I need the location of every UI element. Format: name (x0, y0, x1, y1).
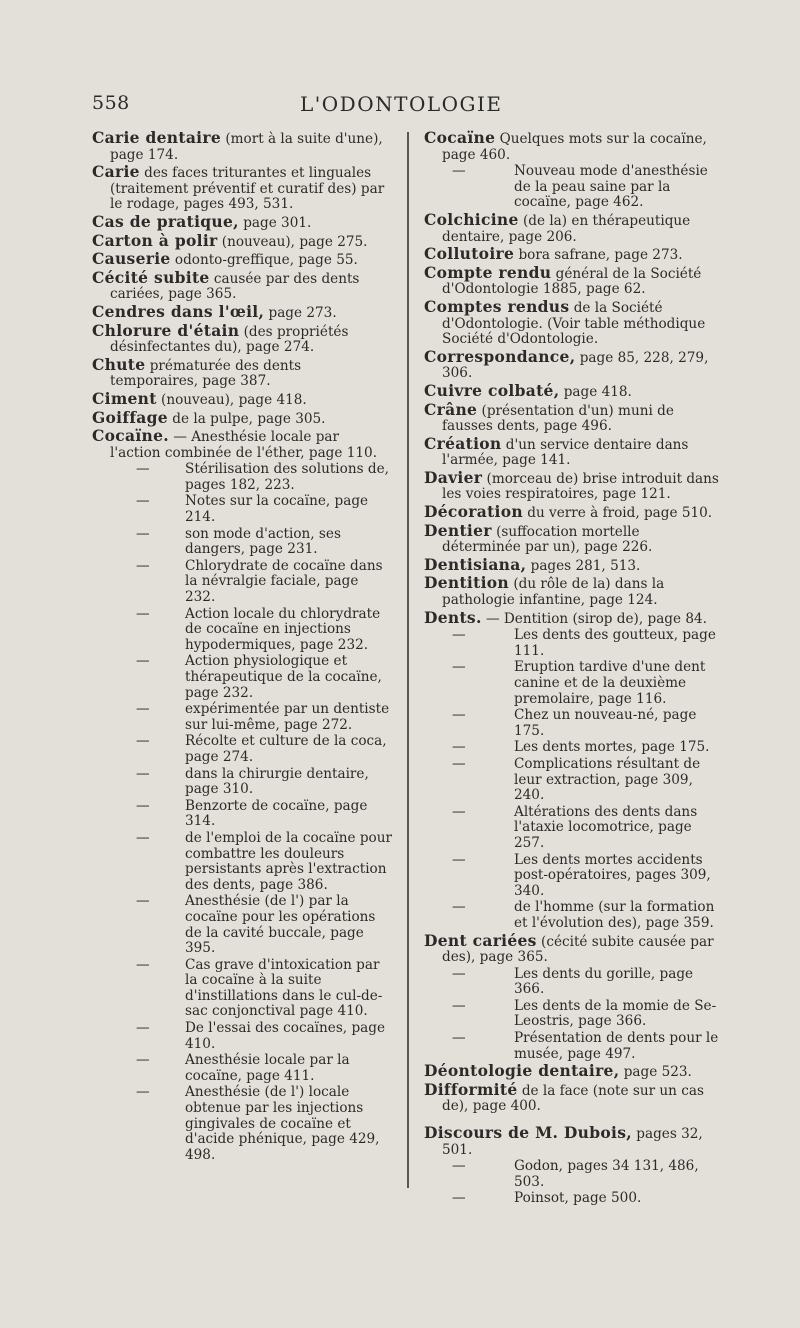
entry-text: de la face (note sur un cas de), page 400. (442, 1082, 704, 1115)
dash-marker: — (452, 739, 466, 756)
entry-headword: Carton à polir (92, 230, 218, 250)
entry-headword: Discours de M. Dubois, (424, 1123, 632, 1143)
dash-marker: — (452, 707, 466, 724)
entry-headword: Cuivre colbaté, (424, 380, 560, 400)
entry-text: page 273. (268, 304, 337, 321)
right-column (424, 130, 720, 1208)
index-entry (92, 354, 392, 390)
index-entry (424, 930, 720, 966)
entry-headword: Dentition (424, 573, 509, 593)
sub-entry (92, 559, 392, 606)
index-entry (92, 267, 392, 303)
sub-entry (92, 767, 392, 798)
sub-entry (92, 831, 392, 893)
index-entry (92, 320, 392, 356)
index-entry (424, 209, 720, 245)
dash-marker: — (136, 1052, 150, 1069)
dash-marker: — (136, 893, 150, 910)
entry-headword: Crâne (424, 399, 478, 419)
entry-headword: Difformité (424, 1079, 518, 1099)
dash-marker: — (136, 701, 150, 718)
index-entry (92, 407, 392, 428)
index-entry (424, 380, 720, 401)
entry-text: (suffocation mortelle déterminée par un), page 226. (442, 523, 653, 556)
sub-entry (424, 1159, 720, 1190)
sub-entry-text: Anesthésie locale par la cocaïne, page 411. (185, 1052, 350, 1084)
dash-marker: — (136, 765, 150, 782)
sub-entry (92, 702, 392, 733)
entry-text: — Dentition (sirop de), page 84. (485, 610, 707, 627)
sub-entry-text: Action locale du chlorydrate de cocaïne en injections hypodermiques, page 232. (185, 605, 381, 653)
sub-entry (424, 967, 720, 998)
sub-entry (424, 164, 720, 211)
entry-text: pages 32, 501. (442, 1126, 703, 1158)
index-entry (424, 246, 720, 264)
index-entry (424, 467, 720, 503)
index-entry (424, 399, 720, 435)
entry-text: Quelques mots sur la cocaïne, page 460. (442, 131, 707, 163)
entry-headword: Causerie (92, 249, 171, 269)
left-column (92, 130, 392, 1164)
index-entry (424, 607, 720, 628)
sub-entry (424, 740, 720, 756)
entry-headword: Cendres dans l'œil, (92, 301, 265, 321)
index-entry (424, 1063, 720, 1081)
entry-text: d'un service dentaire dans l'armée, page 141. (442, 436, 689, 469)
index-entry (424, 433, 720, 469)
entry-headword: Colchicine (424, 209, 519, 229)
dash-marker: — (136, 653, 150, 670)
entry-text: prématurée des dents temporaires, page 387. (110, 357, 302, 390)
sub-entry-text: de l'homme (sur la formation et l'évolution des), page 359. (514, 899, 715, 931)
dash-marker: — (136, 461, 150, 478)
sub-entry-text: De l'essai des cocaïnes, page 410. (185, 1020, 385, 1052)
entry-text: (présentation d'un) muni de fausses dents, page 496. (442, 402, 674, 435)
dash-marker: — (452, 997, 466, 1014)
index-entry (424, 520, 720, 556)
entry-headword: Décoration (424, 502, 523, 522)
sub-entry (92, 527, 392, 558)
sub-entry (92, 958, 392, 1020)
index-entry (424, 554, 720, 575)
entry-headword: Dentier (424, 520, 492, 540)
entry-headword: Chlorure d'étain (92, 320, 240, 340)
sub-entry-text: Anesthésie (de l') locale obtenue par les injections gingivales de cocaïne et d'acide phénique, page 429, 498. (185, 1084, 380, 1163)
dash-marker: — (136, 797, 150, 814)
page-header (0, 92, 800, 122)
dash-marker: — (452, 1190, 466, 1207)
entry-headword: Dentisiana, (424, 554, 527, 574)
entry-headword: Déontologie dentaire, (424, 1061, 620, 1081)
dash-marker: — (452, 899, 466, 916)
dash-marker: — (452, 627, 466, 644)
entry-text: général de la Société d'Odontologie 1885, page 62. (442, 265, 702, 298)
sub-entry (92, 799, 392, 830)
sub-entry (92, 494, 392, 525)
sub-entry-text: Présentation de dents pour le musée, page 497. (514, 1030, 719, 1062)
index-entry (92, 301, 392, 322)
entry-text: — Anesthésie locale par l'action combinée de l'éther, page 110. (110, 429, 378, 461)
running-title: L'ODONTOLOGIE (300, 92, 503, 116)
sub-entry-text: Anesthésie (de l') par la cocaïne pour les opérations de la cavité buccale, page 395. (185, 893, 376, 957)
index-entry (424, 130, 720, 163)
entry-headword: Cas de pratique, (92, 211, 239, 231)
sub-entry-text: Eruption tardive d'une dent canine et de la deuxième premolaire, page 116. (514, 659, 706, 707)
sub-entry-text: Notes sur la cocaïne, page 214. (185, 493, 369, 526)
sub-entry (424, 1191, 720, 1207)
sub-entry-text: Les dents des goutteux, page 111. (514, 627, 716, 659)
entry-text: bora safrane, page 273. (518, 247, 683, 264)
sub-entry-text: Chez un nouveau-né, page 175. (514, 707, 697, 739)
entry-text: (nouveau), page 418. (161, 391, 307, 408)
entry-headword: Davier (424, 467, 483, 487)
sub-entry (92, 1021, 392, 1052)
sub-entry-text: Benzorte de cocaïne, page 314. (185, 797, 368, 830)
entry-text: odonto-greffique, page 55. (174, 252, 358, 269)
dash-marker: — (136, 557, 150, 574)
entry-text: page 523. (623, 1064, 692, 1081)
entry-text: pages 281, 513. (530, 557, 641, 574)
dash-marker: — (452, 659, 466, 676)
index-entry (92, 211, 392, 232)
index-entry (92, 251, 392, 269)
entry-headword: Chute (92, 354, 146, 374)
dash-marker: — (452, 1030, 466, 1047)
entry-text: du verre à froid, page 510. (527, 505, 713, 522)
sub-entry (92, 462, 392, 493)
sub-entry-text: Chlorydrate de cocaïne dans la névralgie faciale, page 232. (185, 557, 383, 606)
sub-entry-text: son mode d'action, ses dangers, page 231. (185, 525, 341, 558)
entry-headword: Ciment (92, 388, 157, 408)
entry-text: (morceau de) brise introduit dans les voies respiratoires, page 121. (442, 470, 719, 503)
sub-entry (424, 999, 720, 1030)
sub-entry-text: Godon, pages 34 131, 486, 503. (514, 1158, 699, 1190)
entry-headword: Dent cariées (424, 930, 537, 950)
entry-text: (mort à la suite d'une), page 174. (110, 131, 383, 163)
entry-headword: Création (424, 433, 502, 453)
index-entry (424, 1125, 720, 1158)
entry-headword: Collutoire (424, 244, 515, 264)
sub-entry (92, 1053, 392, 1084)
entry-headword: Goiffage (92, 407, 168, 427)
dash-marker: — (136, 525, 150, 542)
entry-headword: Cécité subite (92, 267, 210, 287)
dash-marker: — (452, 163, 466, 180)
sub-entry (92, 654, 392, 701)
dash-marker: — (452, 1158, 466, 1175)
sub-entry-text: Action physiologique et thérapeutique de la cocaïne, page 232. (185, 653, 382, 701)
entry-headword: Carie dentaire (92, 128, 221, 147)
sub-entry-text: Nouveau mode d'anesthésie de la peau saine par la cocaïne, page 462. (514, 163, 708, 211)
dash-marker: — (136, 733, 150, 750)
index-entry (92, 230, 392, 251)
sub-entry-text: Les dents de la momie de Se-Leostris, page 366. (514, 997, 717, 1030)
entry-headword: Cocaïne. (92, 426, 169, 446)
dash-marker: — (452, 965, 466, 982)
sub-entry (424, 757, 720, 804)
sub-entry-text: Les dents mortes accidents post-opératoires, pages 309, 340. (514, 851, 711, 899)
entry-headword: Comptes rendus (424, 296, 570, 316)
index-entry (424, 346, 720, 382)
dash-marker: — (136, 493, 150, 510)
sub-entry-text: expérimentée par un dentiste sur lui-même, page 272. (185, 701, 390, 733)
column-divider (407, 132, 409, 1188)
dash-marker: — (136, 1020, 150, 1037)
page-number: 558 (92, 92, 130, 114)
entry-headword: Dents. (424, 607, 482, 627)
index-entry (92, 130, 392, 163)
entry-text: (nouveau), page 275. (221, 233, 368, 250)
dash-marker: — (136, 956, 150, 973)
index-entry (92, 428, 392, 461)
sub-entry (92, 1085, 392, 1163)
index-entry (424, 296, 720, 348)
sub-entry-text: dans la chirurgie dentaire, page 310. (185, 765, 369, 798)
index-entry (92, 388, 392, 409)
entry-text: (du rôle de la) dans la pathologie infantine, page 124. (442, 576, 665, 609)
entry-text: de la Société d'Odontologie. (Voir table méthodique Société d'Odontologie. (442, 299, 706, 348)
sub-entry (424, 660, 720, 707)
dash-marker: — (452, 755, 466, 772)
sub-entry-text: Cas grave d'intoxication par la cocaïne à la suite d'instillations dans le cul-de-sac conjonctival page 410. (185, 956, 383, 1020)
entry-text: (cécité subite causée par des), page 365. (442, 933, 714, 966)
sub-entry (92, 734, 392, 765)
sub-entry-text: Les dents mortes, page 175. (514, 739, 710, 756)
entry-headword: Cocaïne (424, 128, 496, 147)
dash-marker: — (452, 851, 466, 868)
dash-marker: — (452, 803, 466, 820)
sub-entry-text: Poinsot, page 500. (514, 1190, 642, 1207)
index-entry (424, 504, 720, 522)
entry-text: page 418. (563, 383, 632, 400)
sub-entry (92, 607, 392, 654)
dash-marker: — (136, 605, 150, 622)
entry-text: causée par des dents cariées, page 365. (110, 270, 360, 303)
sub-entry (424, 708, 720, 739)
index-entry (424, 1079, 720, 1115)
sub-entry-text: Complications résultant de leur extraction, page 309, 240. (514, 755, 701, 804)
sub-entry-text: Les dents du gorille, page 366. (514, 965, 694, 998)
index-entry (424, 262, 720, 298)
entry-headword: Carie (92, 162, 140, 182)
sub-entry (424, 1031, 720, 1062)
entry-text: de la pulpe, page 305. (172, 410, 326, 427)
dash-marker: — (136, 1084, 150, 1101)
entry-text: page 301. (243, 214, 312, 231)
dash-marker: — (136, 829, 150, 846)
sub-entry-text: Stérilisation des solutions de, pages 182, 223. (185, 461, 389, 493)
sub-entry-text: Récolte et culture de la coca, page 274. (185, 733, 387, 765)
entry-headword: Compte rendu (424, 262, 552, 282)
index-entry (424, 575, 720, 608)
entry-text: page 85, 228, 279, 306. (442, 349, 709, 382)
sub-entry (424, 628, 720, 659)
entry-headword: Correspondance, (424, 346, 576, 366)
sub-entry (424, 805, 720, 852)
sub-entry (424, 853, 720, 900)
sub-entry (92, 894, 392, 956)
entry-text: (des propriétés désinfectantes du), page 274. (110, 323, 349, 356)
sub-entry (424, 900, 720, 931)
index-entry (92, 164, 392, 213)
sub-entry-text: de l'emploi de la cocaïne pour combattre les douleurs persistants après l'extraction des dents, page 386. (185, 829, 392, 893)
entry-text: (de la) en thérapeutique dentaire, page 206. (442, 212, 691, 245)
sub-entry-text: Altérations des dents dans l'ataxie locomotrice, page 257. (514, 803, 698, 851)
entry-text: des faces triturantes et linguales (traitement préventif et curatif des) par le rodage, pages 493, 531. (110, 165, 385, 213)
